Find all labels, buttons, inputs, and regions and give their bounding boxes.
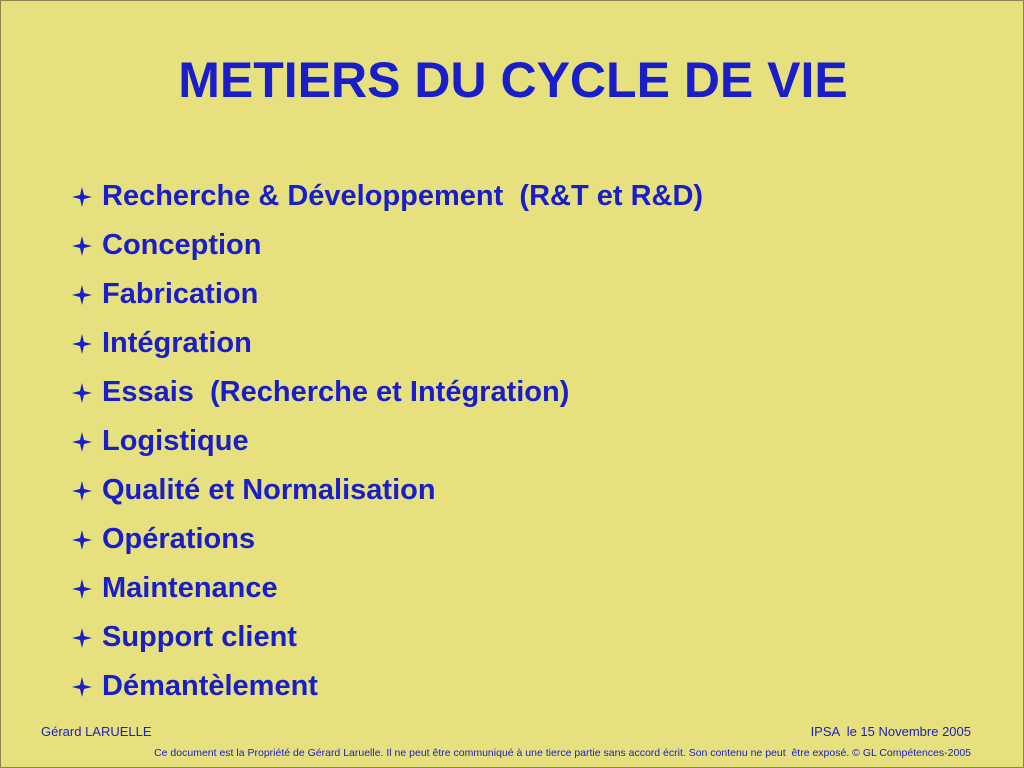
bullet-text: Intégration	[102, 327, 252, 359]
four-point-star-icon	[71, 578, 93, 600]
bullet-text: Maintenance	[102, 572, 278, 604]
slide-title: METIERS DU CYCLE DE VIE	[178, 52, 848, 108]
copyright-notice: Ce document est la Propriété de Gérard Laruelle. Il ne peut être communiqué à une tierce partie sans accord écrit. Son contenu ne peut être exposé. © GL Compétences-2005	[154, 747, 971, 759]
bullet-list	[71, 172, 703, 711]
four-point-star-icon	[71, 382, 93, 404]
list-item	[71, 270, 703, 319]
bullet-text: Logistique	[102, 425, 249, 457]
list-item	[71, 417, 703, 466]
list-item	[71, 221, 703, 270]
four-point-star-icon	[71, 284, 93, 306]
four-point-star-icon	[71, 235, 93, 257]
bullet-text: Conception	[102, 229, 262, 261]
four-point-star-icon	[71, 480, 93, 502]
list-item	[71, 466, 703, 515]
four-point-star-icon	[71, 186, 93, 208]
bullet-text: Essais (Recherche et Intégration)	[102, 376, 570, 408]
list-item	[71, 368, 703, 417]
bullet-text: Qualité et Normalisation	[102, 474, 436, 506]
list-item	[71, 613, 703, 662]
footer-author: Gérard LARUELLE	[41, 724, 152, 739]
four-point-star-icon	[71, 627, 93, 649]
list-item	[71, 662, 703, 711]
footer-event: IPSA le 15 Novembre 2005	[810, 724, 971, 739]
four-point-star-icon	[71, 529, 93, 551]
bullet-text: Recherche & Développement (R&T et R&D)	[102, 180, 704, 212]
bullet-text: Démantèlement	[102, 670, 318, 702]
four-point-star-icon	[71, 333, 93, 355]
bullet-text: Support client	[102, 621, 297, 653]
four-point-star-icon	[71, 431, 93, 453]
list-item	[71, 515, 703, 564]
four-point-star-icon	[71, 676, 93, 698]
list-item	[71, 564, 703, 613]
bullet-text: Opérations	[102, 523, 256, 555]
list-item	[71, 319, 703, 368]
list-item	[71, 172, 703, 221]
bullet-text: Fabrication	[102, 278, 259, 310]
